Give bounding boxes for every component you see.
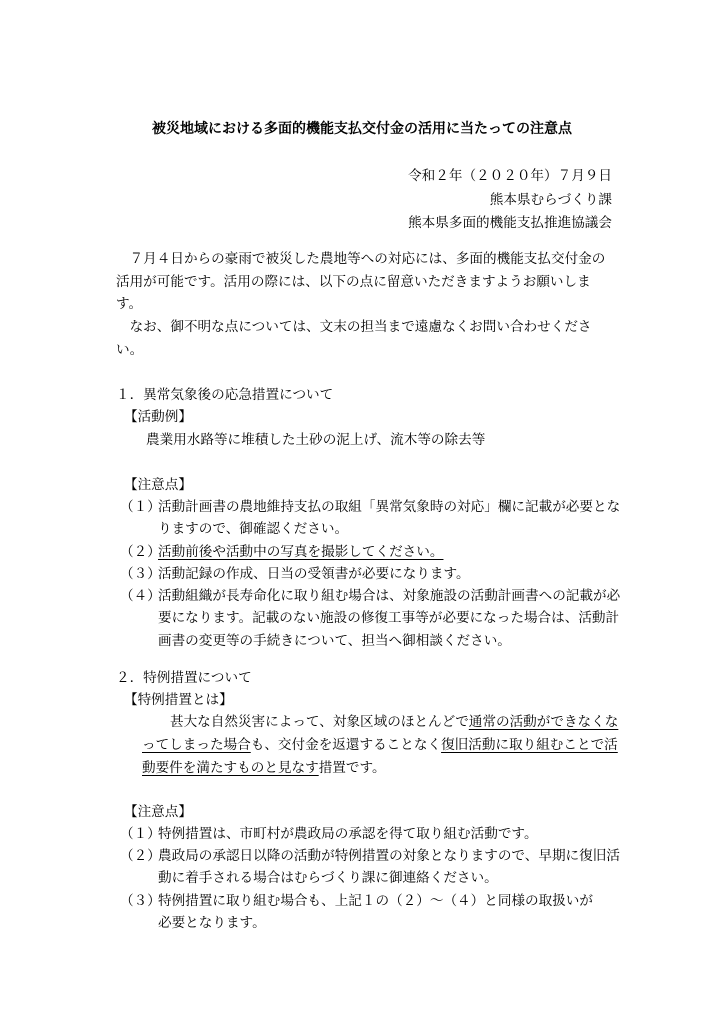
note-number: （１） (120, 499, 161, 515)
definition-part-underlined: 復旧活動に取り組むことで活動要件を満たすものと見なす (142, 737, 618, 776)
note-number: （４） (120, 588, 161, 604)
note-number: （２） (120, 544, 161, 560)
definition-part: 甚大な自然災害によって、対象区域のほとんどで (170, 714, 469, 730)
issuer-council: 熊本県多面的機能支払推進協議会 (408, 215, 612, 231)
section2-definition-text (142, 711, 620, 780)
document-header (408, 165, 612, 236)
note-text: 特例措置に取り組む場合も、上記１の（２）～（４）と同様の取扱いが必要となります。 (158, 893, 593, 932)
note-text: 活動計画書の農地維持支払の取組「異常気象時の対応」欄に記載が必要となりますので、御確認ください。 (158, 499, 621, 538)
definition-part: も、交付金を返還することなく (250, 737, 442, 753)
note-text: 特例措置は、市町村が農政局の承認を得て取り組む活動です。 (158, 826, 538, 842)
section1-heading: １．異常気象後の応急措置について (116, 387, 334, 403)
document-title: 被災地域における多面的機能支払交付金の活用に当たっての注意点 (152, 121, 572, 137)
note-text: 活動記録の作成、日当の受領書が必要になります。 (158, 566, 470, 582)
note-number: （３） (120, 566, 161, 582)
section1-example-label: 【活動例】 (124, 409, 192, 425)
issuer-department: 熊本県むらづくり課 (489, 191, 612, 208)
note-number: （３） (120, 893, 161, 909)
note-text: 活動組織が長寿命化に取り組む場合は、対象施設の活動計画書への記載が必要になります。記載のない施設の修復工事等が必要になった場合は、活動計画書の変更等の手続きについて、担当へ御相談ください。 (158, 588, 621, 649)
definition-part-underlined: 通常の活動ができなくなってしまった場合 (142, 714, 619, 753)
intro-paragraph: ７月４日からの豪雨で被災した農地等への対応には、多面的機能支払交付金の活用が可能です。活用の際には、以下の点に留意いただきますようお願いします。 (116, 251, 606, 312)
definition-part: 措置です。 (318, 760, 386, 776)
section2-heading: ２．特例措置について (116, 670, 252, 686)
section2-notes-label: 【注意点】 (124, 804, 192, 820)
intro-inquiry-paragraph: なお、御不明な点については、文末の担当まで遠慮なくお問い合わせください。 (116, 319, 592, 358)
note-text-underlined: 活動前後や活動中の写真を撮影してください。 (158, 544, 444, 560)
section2-definition-label: 【特例措置とは】 (124, 692, 233, 708)
note-text: 農政局の承認日以降の活動が特例措置の対象となりますので、早期に復旧活動に着手される場合はむらづくり課に御連絡ください。 (158, 848, 620, 887)
note-number: （２） (120, 848, 161, 864)
note-number: （１） (120, 826, 161, 842)
section1-example-text: 農業用水路等に堆積した土砂の泥上げ、流木等の除去等 (146, 432, 486, 448)
section1-notes-label: 【注意点】 (124, 477, 192, 493)
document-date: 令和２年（２０２０年）７月９日 (408, 168, 612, 184)
